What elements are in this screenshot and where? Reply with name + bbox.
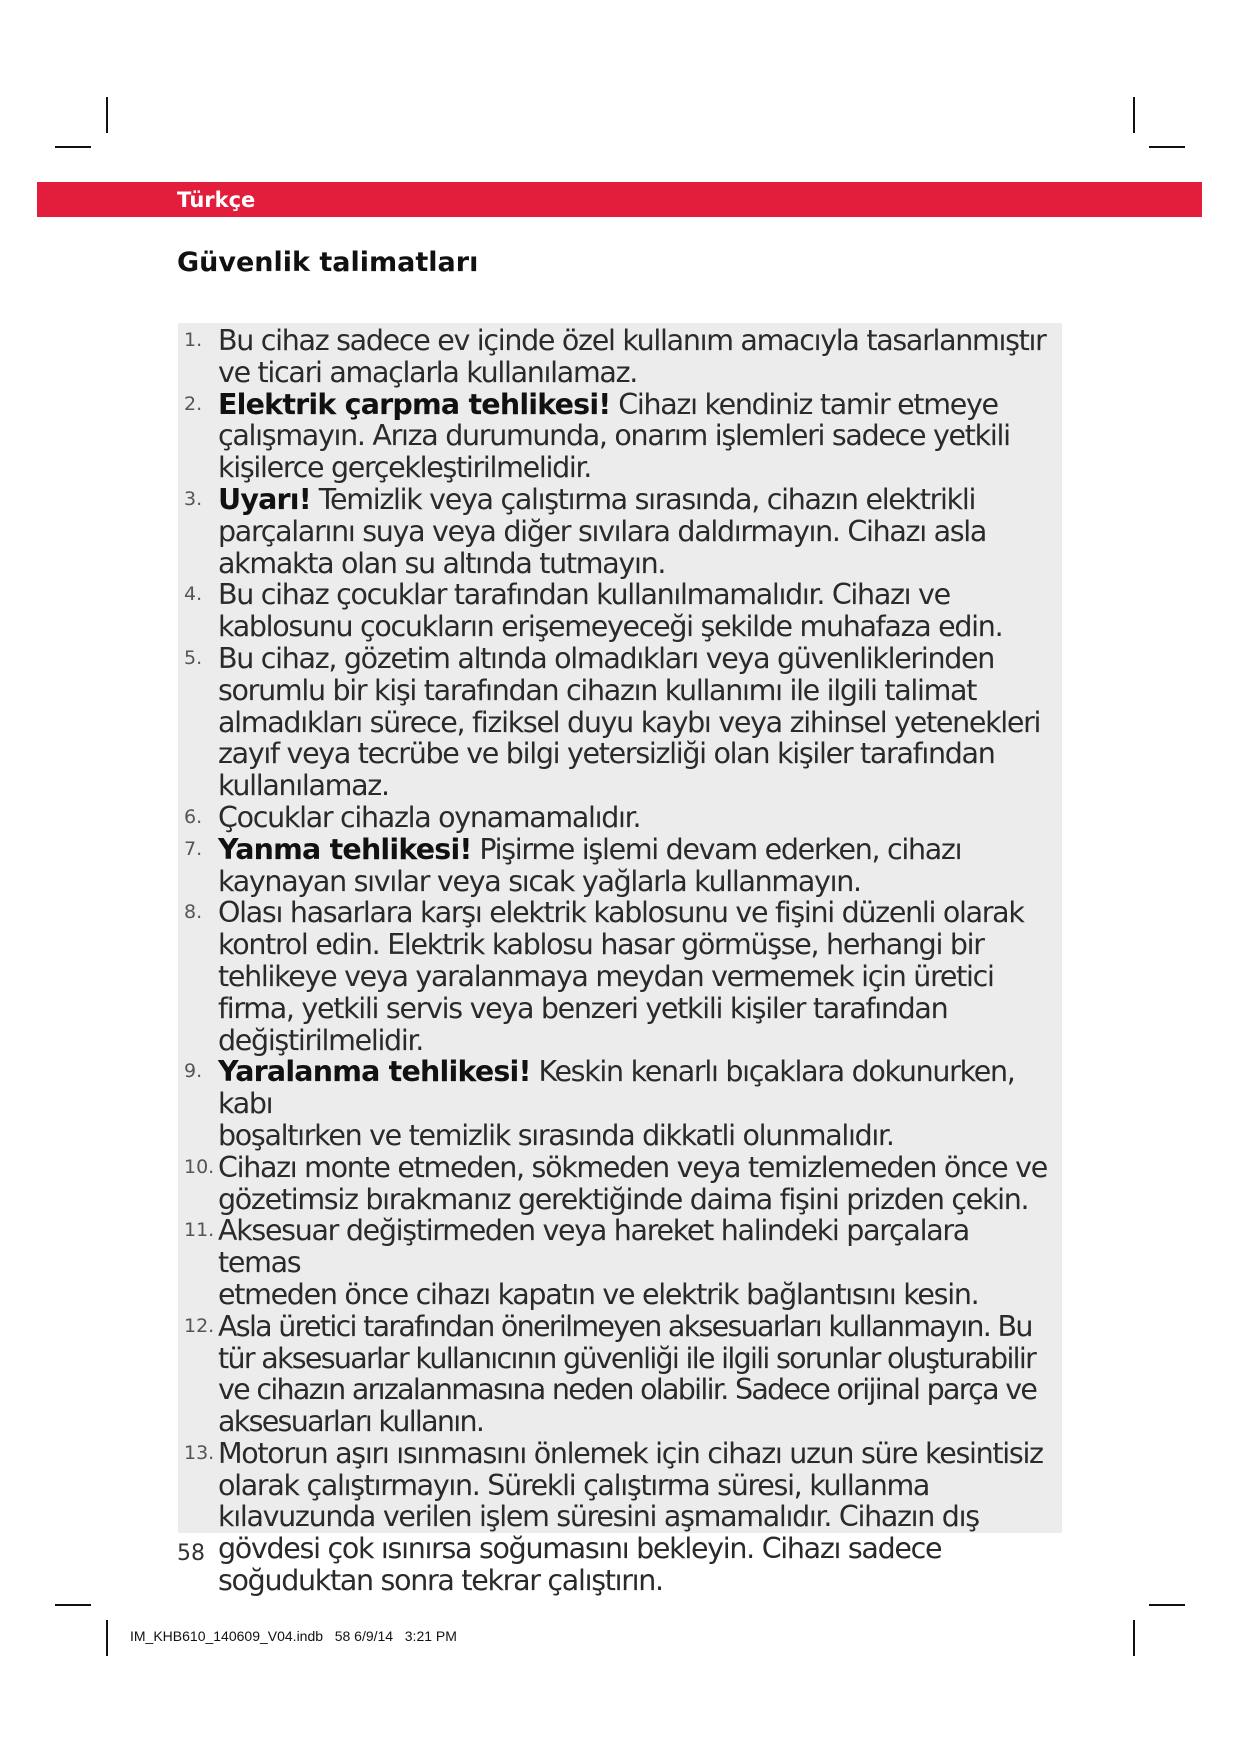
crop-mark-top-right-horizontal [1149, 146, 1185, 148]
instruction-text: Cihazı kendiniz tamir etmeye çalışmayın. Arıza durumunda, onarım işlemleri sadece yetkili kişilerce gerçekleştirilmelidir. [218, 387, 1010, 485]
crop-mark-bottom-left-horizontal [55, 1604, 91, 1606]
instruction-item [178, 1438, 1062, 1597]
instruction-item [178, 1215, 1062, 1310]
instruction-number: 8. [184, 901, 203, 924]
instruction-number: 1. [184, 329, 203, 351]
instruction-text: Bu cihaz sadece ev içinde özel kullanım amacıyla tasarlanmıştır ve ticari amaçlarla kullanılamaz. [218, 324, 1046, 389]
crop-mark-bottom-right-vertical [1133, 1620, 1135, 1656]
instruction-text: Bu cihaz, gözetim altında olmadıkları veya güvenliklerinden sorumlu bir kişi tarafından cihazın kullanımı ile ilgili talimat almadıkları sürece, fiziksel duyu kaybı veya zihinsel yetenekleri zayıf veya tecrübe ve bilgi yetersizliği olan kişiler tarafından kullanılamaz. [218, 641, 1041, 803]
instruction-number: 4. [184, 583, 203, 606]
instruction-number: 5. [184, 646, 203, 669]
instruction-text: Motorun aşırı ısınmasını önlemek için cihazı uzun süre kesintisiz olarak çalıştırmayın. Sürekli çalıştırma süresi, kullanma kılavuzunda verilen işlem süresini aşmamalıdır. Cihazın dış gövdesi çok ısınırsa soğumasını bekleyin. Cihazı sadece soğuduktan sonra tekrar çalıştırın. [218, 1436, 1043, 1598]
crop-mark-bottom-right-horizontal [1149, 1604, 1185, 1606]
crop-mark-bottom-left-vertical [106, 1620, 108, 1656]
instruction-warning: Yaralanma tehlikesi! [218, 1055, 531, 1089]
instruction-item [178, 834, 1062, 898]
instruction-warning: Yanma tehlikesi! [218, 832, 472, 866]
instruction-number: 13. [184, 1441, 215, 1464]
instruction-warning: Elektrik çarpma tehlikesi! [218, 387, 611, 421]
instruction-text: Olası hasarlara karşı elektrik kablosunu ve fişini düzenli olarak kontrol edin. Elektrik kablosu hasar görmüşse, herhangi bir tehlikeye veya yaralanmaya meydan vermemek için üretici firma, yetkili servis veya benzeri yetkili kişiler tarafından değiştirilmelidir. [218, 896, 1024, 1057]
instruction-number: 2. [184, 392, 203, 415]
print-file-info: IM_KHB610_140609_V04.indb 58 6/9/14 3:21 PM [130, 1628, 457, 1644]
instruction-text: Cihazı monte etmeden, sökmeden veya temizlemeden önce ve gözetimsiz bırakmanız gerektiğinde daima fişini prizden çekin. [218, 1150, 1047, 1216]
instruction-number: 9. [184, 1060, 203, 1083]
instruction-item [178, 484, 1062, 579]
instruction-item [178, 389, 1062, 484]
instruction-number: 7. [184, 837, 203, 860]
instruction-item [178, 1152, 1062, 1216]
instruction-text: Çocuklar cihazla oynamamalıdır. [218, 800, 641, 834]
instruction-item [178, 579, 1062, 643]
instruction-item [178, 643, 1062, 802]
instruction-warning: Uyarı! [218, 482, 311, 516]
instruction-number: 12. [184, 1314, 215, 1337]
page-title: Güvenlik talimatları [177, 247, 479, 278]
crop-mark-top-left-horizontal [55, 146, 91, 148]
instruction-number: 3. [184, 487, 203, 510]
instruction-item [178, 802, 1062, 834]
instruction-item [178, 325, 1062, 389]
instruction-number: 10. [184, 1155, 215, 1178]
page-number: 58 [177, 1541, 205, 1566]
instruction-text: Asla üretici tarafından önerilmeyen aksesuarları kullanmayın. Bu tür aksesuarlar kullanıcının güvenliği ile ilgili sorunlar oluşturabilir ve cihazın arızalanmasına neden olabilir. Sadece orijinal parça ve aksesuarları kullanın. [218, 1309, 1037, 1439]
instruction-text: Aksesuar değiştirmeden veya hareket halindeki parçalara temas etmeden önce cihazı kapatın ve elektrik bağlantısını kesin. [218, 1214, 979, 1311]
crop-mark-top-right-vertical [1133, 97, 1135, 133]
crop-mark-top-left-vertical [106, 97, 108, 133]
instruction-text: Pişirme işlemi devam ederken, cihazı kaynayan sıvılar veya sıcak yağlarla kullanmayın. [218, 832, 962, 898]
instruction-text: Temizlik veya çalıştırma sırasında, cihazın elektrikli parçalarını suya veya diğer sıvılara daldırmayın. Cihazı asla akmakta olan su altında tutmayın. [218, 482, 987, 580]
instruction-number: 11. [184, 1219, 215, 1242]
instruction-text: Bu cihaz çocuklar tarafından kullanılmamalıdır. Cihazı ve kablosunu çocukların erişemeyeceği şekilde muhafaza edin. [218, 578, 1003, 644]
safety-instructions-list [178, 325, 1062, 1597]
instruction-item [178, 1311, 1062, 1438]
language-header-bar [37, 182, 1202, 217]
instruction-number: 6. [184, 805, 203, 828]
instruction-text: Keskin kenarlı bıçaklara dokunurken, kabı boşaltırken ve temizlik sırasında dikkatli olunmalıdır. [218, 1055, 1015, 1152]
language-label: Türkçe [177, 188, 256, 212]
instruction-item [178, 1056, 1062, 1151]
instruction-item [178, 897, 1062, 1056]
